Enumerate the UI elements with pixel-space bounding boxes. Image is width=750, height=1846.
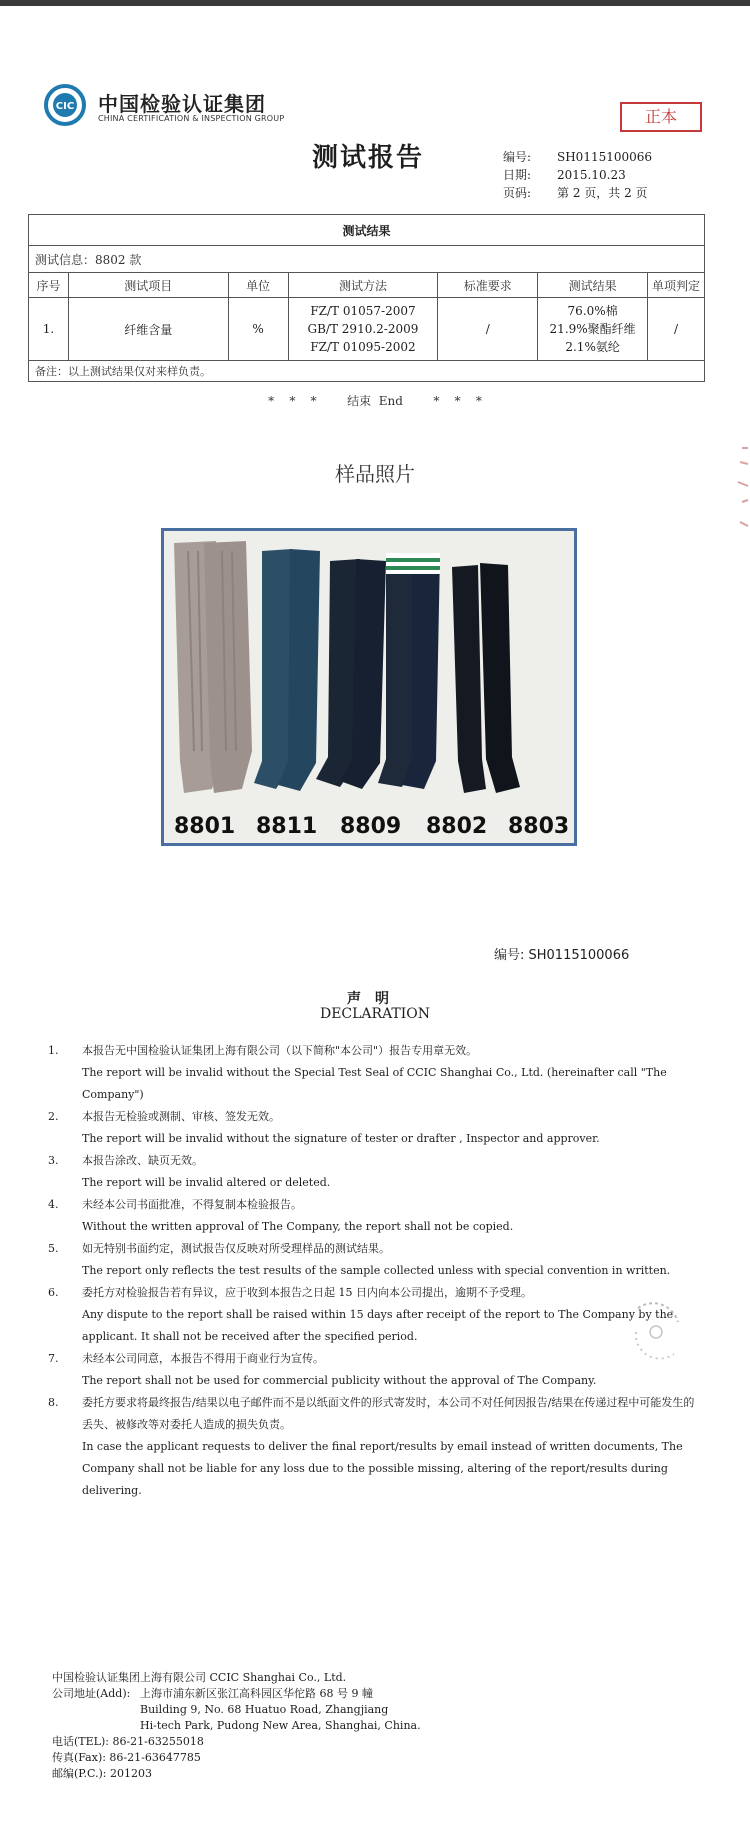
row-results xyxy=(538,298,648,361)
result-line: 76.0%棉 xyxy=(567,304,618,318)
item-text-en: Any dispute to the report shall be raised within 15 days after receipt of the report to The Company by the applicant. It shall not be received after the specified period. xyxy=(82,1308,674,1343)
list-item xyxy=(48,1348,698,1392)
meta-label: 日期: xyxy=(503,168,532,182)
socks-illustration xyxy=(164,531,574,843)
method-line: GB/T 2910.2-2009 xyxy=(307,322,419,336)
row-unit: % xyxy=(228,298,288,361)
sample-photo-title: 样品照片 xyxy=(335,462,415,486)
page-edge-stamp-icon xyxy=(724,442,750,552)
sample-label: 8802 xyxy=(426,814,488,839)
row-item: 纤维含量 xyxy=(68,298,228,361)
list-item xyxy=(48,1194,698,1238)
item-text-cn: 本报告无中国检验认证集团上海有限公司（以下简称"本公司"）报告专用章无效。 xyxy=(82,1044,478,1057)
row-methods xyxy=(288,298,438,361)
org-name-en: CHINA CERTIFICATION & INSPECTION GROUP xyxy=(98,114,285,123)
item-text-cn: 委托方对检验报告若有异议，应于收到本报告之日起 15 日内向本公司提出，逾期不予受理。 xyxy=(82,1286,532,1299)
table-header-row xyxy=(29,273,705,298)
item-number: 5. xyxy=(48,1242,59,1255)
item-text-en: In case the applicant requests to deliver the final report/results by email instead of written documents, The Company shall not be liable for any loss due to the possible missing, altering of the report/results during delivering. xyxy=(82,1440,683,1497)
item-text-en: The report shall not be used for commercial publicity without the approval of The Company. xyxy=(82,1374,597,1387)
col-header: 测试方法 xyxy=(288,273,438,298)
sock-8801 xyxy=(174,541,252,793)
sample-label: 8803 xyxy=(508,814,570,839)
item-text-cn: 本报告涂改、缺页无效。 xyxy=(82,1154,203,1167)
report-title: 测试报告 xyxy=(312,143,425,173)
result-line: 2.1%氨纶 xyxy=(565,340,620,354)
report-meta xyxy=(503,148,652,202)
item-number: 2. xyxy=(48,1110,59,1123)
declaration-title-en: DECLARATION xyxy=(319,1006,431,1022)
meta-value: 2015.10.23 xyxy=(557,168,626,182)
meta-row-number xyxy=(503,148,652,166)
footer-address-row xyxy=(52,1686,421,1702)
item-text-cn: 未经本公司同意，本报告不得用于商业行为宣传。 xyxy=(82,1352,324,1365)
footer-address-label: 公司地址(Add): xyxy=(52,1687,131,1700)
sample-label: 8801 xyxy=(174,814,236,839)
end-marker: * * * 结束 End * * * xyxy=(268,394,482,408)
test-info: 测试信息：8802 款 xyxy=(29,246,705,273)
page2-report-number: 编号: SH0115100066 xyxy=(494,948,630,963)
list-item xyxy=(48,1040,698,1106)
row-requirement: / xyxy=(438,298,538,361)
remark: 备注：以上测试结果仅对来样负责。 xyxy=(29,361,705,382)
item-text-cn: 委托方要求将最终报告/结果以电子邮件而不是以纸面文件的形式寄发时，本公司不对任何因报告/结果在传递过程中可能发生的丢失、被修改等对委托人造成的损失负责。 xyxy=(82,1396,695,1431)
item-text-en: The report will be invalid altered or deleted. xyxy=(82,1176,331,1189)
item-number: 6. xyxy=(48,1286,59,1299)
org-name-cn: 中国检验认证集团 xyxy=(98,92,266,116)
meta-label: 编号: xyxy=(503,150,532,164)
item-text-en: The report will be invalid without the signature of tester or drafter , Inspector and approver. xyxy=(82,1132,600,1145)
item-text-cn: 如无特别书面约定，测试报告仅反映对所受理样品的测试结果。 xyxy=(82,1242,390,1255)
result-line: 21.9%聚酯纤维 xyxy=(549,322,636,336)
svg-text:CIC: CIC xyxy=(55,101,75,112)
footer-tel: 电话(TEL): 86-21-63255018 xyxy=(52,1735,204,1748)
col-header: 单位 xyxy=(228,273,288,298)
original-copy-stamp: 正本 xyxy=(620,102,702,132)
meta-value: SH0115100066 xyxy=(557,150,653,164)
footer-address-en1: Building 9, No. 68 Huatuo Road, Zhangjiang xyxy=(140,1703,389,1716)
declaration-title-cn: 声明 xyxy=(347,991,403,1007)
col-header: 测试项目 xyxy=(68,273,228,298)
sock-8802 xyxy=(378,553,440,789)
meta-row-date xyxy=(503,166,652,184)
item-number: 3. xyxy=(48,1154,59,1167)
footer-fax: 传真(Fax): 86-21-63647785 xyxy=(52,1751,201,1764)
item-text-en: The report only reflects the test results of the sample collected unless with special convention in written. xyxy=(82,1264,671,1277)
sample-label: 8811 xyxy=(256,814,318,839)
item-number: 7. xyxy=(48,1352,59,1365)
item-text-cn: 本报告无检验或测制、审核、签发无效。 xyxy=(82,1110,280,1123)
company-footer xyxy=(52,1670,421,1782)
footer-address-cn: 上海市浦东新区张江高科园区华佗路 68 号 9 幢 xyxy=(140,1687,373,1700)
row-no: 1. xyxy=(29,298,69,361)
col-header: 测试结果 xyxy=(538,273,648,298)
meta-value: 第 2 页，共 2 页 xyxy=(557,186,648,200)
list-item xyxy=(48,1238,698,1282)
results-table xyxy=(28,214,705,382)
item-number: 1. xyxy=(48,1044,59,1057)
list-item xyxy=(48,1392,698,1502)
footer-postcode: 邮编(P.C.): 201203 xyxy=(52,1767,152,1780)
list-item xyxy=(48,1150,698,1194)
list-item xyxy=(48,1106,698,1150)
declaration-list xyxy=(48,1040,698,1502)
item-text-cn: 未经本公司书面批准，不得复制本检验报告。 xyxy=(82,1198,302,1211)
item-text-en: Without the written approval of The Company, the report shall not be copied. xyxy=(82,1220,514,1233)
list-item xyxy=(48,1282,698,1348)
sock-8811 xyxy=(254,549,320,791)
results-heading: 测试结果 xyxy=(29,215,705,246)
method-line: FZ/T 01095-2002 xyxy=(310,340,416,354)
item-number: 8. xyxy=(48,1396,59,1409)
top-edge-bar xyxy=(0,0,750,6)
method-line: FZ/T 01057-2007 xyxy=(310,304,416,318)
item-text-en: The report will be invalid without the Special Test Seal of CCIC Shanghai Co., Ltd. (hereinafter call "The Company") xyxy=(82,1066,667,1101)
sample-photo xyxy=(161,528,577,846)
col-header: 单项判定 xyxy=(648,273,705,298)
company-seal-icon xyxy=(628,1302,684,1364)
footer-company: 中国检验认证集团上海有限公司 CCIC Shanghai Co., Ltd. xyxy=(52,1671,347,1684)
col-header: 标准要求 xyxy=(438,273,538,298)
col-header: 序号 xyxy=(29,273,69,298)
meta-label: 页码: xyxy=(503,186,532,200)
ccic-logo-icon xyxy=(44,84,86,126)
row-judgement: / xyxy=(648,298,705,361)
footer-address-en2: Hi-tech Park, Pudong New Area, Shanghai, China. xyxy=(140,1719,421,1732)
item-number: 4. xyxy=(48,1198,59,1211)
sample-label: 8809 xyxy=(340,814,402,839)
meta-row-page xyxy=(503,184,652,202)
table-row xyxy=(29,298,705,361)
